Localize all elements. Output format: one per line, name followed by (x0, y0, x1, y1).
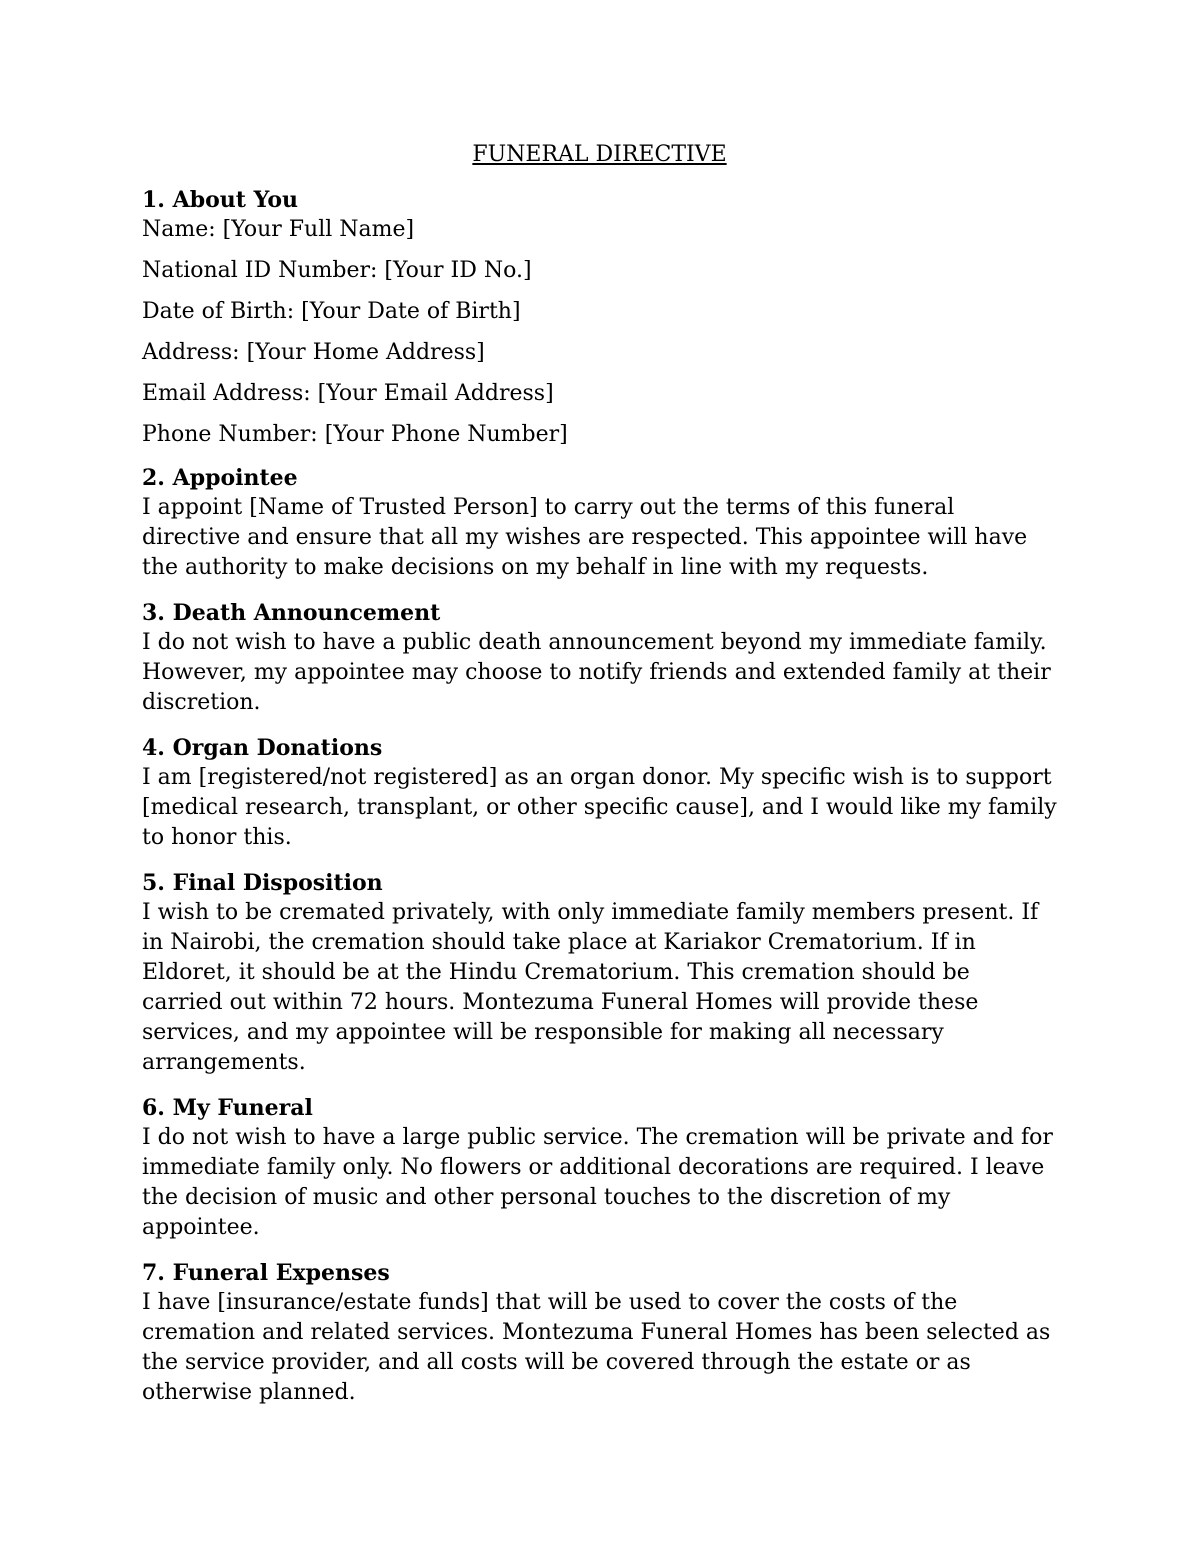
section-heading-final-disposition: 5. Final Disposition (142, 870, 383, 896)
about-you-fields (142, 215, 1057, 450)
section-funeral-expenses (142, 1258, 1057, 1408)
section-final-disposition (142, 868, 1057, 1078)
section-body-final-disposition: I wish to be cremated privately, with only immediate family members present. If in Nairobi, the cremation should take place at Kariakor Crematorium. If in Eldoret, it should be at the Hindu Crematorium. This cremation should be carried out within 72 hours. Montezuma Funeral Homes will provide these services, and my appointee will be responsible for making all necessary arrangements. (142, 900, 1039, 1075)
section-heading-death-announcement: 3. Death Announcement (142, 600, 441, 626)
section-appointee (142, 463, 1057, 583)
national-id-field: National ID Number: [Your ID No.] (142, 258, 532, 283)
document-title: FUNERAL DIRECTIVE (472, 142, 727, 167)
section-death-announcement (142, 598, 1057, 718)
name-field: Name: [Your Full Name] (142, 217, 415, 242)
section-heading-about-you: 1. About You (142, 187, 299, 213)
date-of-birth-field: Date of Birth: [Your Date of Birth] (142, 299, 521, 324)
section-body-death-announcement: I do not wish to have a public death announcement beyond my immediate family. However, my appointee may choose to notify friends and extended family at their discretion. (142, 630, 1051, 715)
section-body-my-funeral: I do not wish to have a large public service. The cremation will be private and for immediate family only. No flowers or additional decorations are required. I leave the decision of music and other personal touches to the discretion of my appointee. (142, 1125, 1053, 1240)
section-my-funeral (142, 1093, 1057, 1243)
phone-number-field: Phone Number: [Your Phone Number] (142, 422, 568, 447)
section-organ-donations (142, 733, 1057, 853)
section-heading-appointee: 2. Appointee (142, 465, 298, 491)
document-page (142, 140, 1057, 1423)
email-address-field: Email Address: [Your Email Address] (142, 381, 554, 406)
section-body-appointee: I appoint [Name of Trusted Person] to carry out the terms of this funeral directive and ensure that all my wishes are respected. This appointee will have the authority to make decisions on my behalf in line with my requests. (142, 495, 1028, 580)
section-heading-funeral-expenses: 7. Funeral Expenses (142, 1260, 390, 1286)
section-body-organ-donations: I am [registered/not registered] as an organ donor. My specific wish is to support [medical research, transplant, or other specific cause], and I would like my family to honor this. (142, 765, 1057, 850)
section-body-funeral-expenses: I have [insurance/estate funds] that will be used to cover the costs of the cremation and related services. Montezuma Funeral Homes has been selected as the service provider, and all costs will be covered through the estate or as otherwise planned. (142, 1290, 1051, 1405)
section-heading-my-funeral: 6. My Funeral (142, 1095, 313, 1121)
section-heading-organ-donations: 4. Organ Donations (142, 735, 383, 761)
address-field: Address: [Your Home Address] (142, 340, 485, 365)
